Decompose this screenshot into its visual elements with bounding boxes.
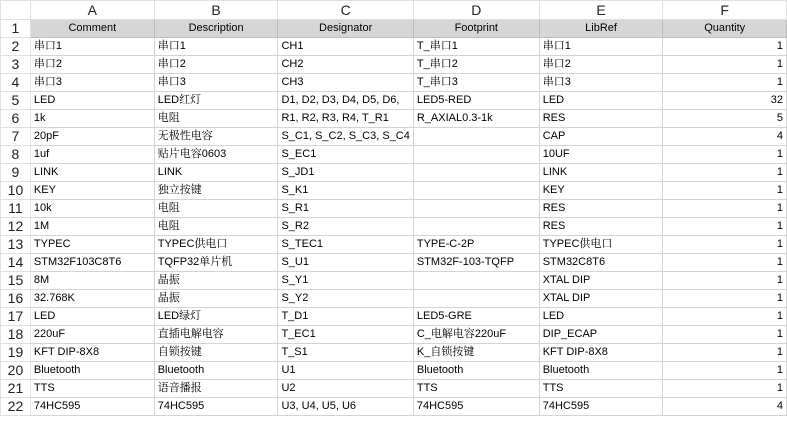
row-number[interactable]: 13 [1, 236, 31, 254]
comment-cell[interactable]: 20pF [30, 128, 154, 146]
comment-cell[interactable]: 串口3 [30, 74, 154, 92]
table-row [1, 380, 787, 398]
quantity-cell[interactable]: 1 [663, 362, 787, 380]
footprint-cell[interactable]: LED5-GRE [413, 308, 539, 326]
row-number[interactable]: 2 [1, 38, 31, 56]
libref-cell[interactable]: RES [539, 218, 663, 236]
quantity-cell[interactable]: 1 [663, 56, 787, 74]
description-cell[interactable]: 74HC595 [154, 398, 278, 416]
quantity-cell[interactable]: 1 [663, 38, 787, 56]
designator-cell[interactable]: U2 [278, 380, 413, 398]
libref-cell[interactable]: KEY [539, 182, 663, 200]
column-header-b[interactable]: B [154, 1, 278, 20]
description-cell[interactable]: 串口3 [154, 74, 278, 92]
table-row [1, 110, 787, 128]
footprint-cell[interactable]: Bluetooth [413, 362, 539, 380]
description-cell[interactable]: 电阻 [154, 200, 278, 218]
table-row [1, 254, 787, 272]
footprint-cell[interactable]: R_AXIAL0.3-1k [413, 110, 539, 128]
libref-cell[interactable]: STM32C8T6 [539, 254, 663, 272]
comment-cell[interactable]: 32.768K [30, 290, 154, 308]
comment-cell[interactable]: KFT DIP-8X8 [30, 344, 154, 362]
header-cell[interactable]: Description [154, 20, 278, 38]
description-cell[interactable]: TQFP32单片机 [154, 254, 278, 272]
table-row [1, 290, 787, 308]
quantity-cell[interactable]: 4 [663, 398, 787, 416]
description-cell[interactable]: 自锁按键 [154, 344, 278, 362]
designator-cell[interactable]: U3, U4, U5, U6 [278, 398, 413, 416]
footprint-cell[interactable] [413, 218, 539, 236]
footprint-cell[interactable] [413, 290, 539, 308]
description-cell[interactable]: LED绿灯 [154, 308, 278, 326]
designator-cell[interactable]: T_EC1 [278, 326, 413, 344]
libref-cell[interactable]: CAP [539, 128, 663, 146]
column-header-e[interactable]: E [539, 1, 663, 20]
libref-cell[interactable]: LED [539, 92, 663, 110]
designator-cell[interactable]: S_U1 [278, 254, 413, 272]
footprint-cell[interactable]: TTS [413, 380, 539, 398]
quantity-cell[interactable]: 32 [663, 92, 787, 110]
row-number[interactable]: 1 [1, 20, 31, 38]
row-number[interactable]: 6 [1, 110, 31, 128]
designator-cell[interactable]: S_C1, S_C2, S_C3, S_C4 [278, 128, 413, 146]
libref-cell[interactable]: XTAL DIP [539, 272, 663, 290]
comment-cell[interactable]: LED [30, 92, 154, 110]
quantity-cell[interactable]: 1 [663, 326, 787, 344]
footprint-cell[interactable]: 74HC595 [413, 398, 539, 416]
comment-cell[interactable]: KEY [30, 182, 154, 200]
designator-cell[interactable]: S_Y2 [278, 290, 413, 308]
description-cell[interactable]: 贴片电容0603 [154, 146, 278, 164]
designator-cell[interactable]: T_D1 [278, 308, 413, 326]
footprint-cell[interactable] [413, 272, 539, 290]
table-row [1, 128, 787, 146]
libref-cell[interactable]: DIP_ECAP [539, 326, 663, 344]
designator-cell[interactable]: S_K1 [278, 182, 413, 200]
description-cell[interactable]: Bluetooth [154, 362, 278, 380]
description-cell[interactable]: 电阻 [154, 110, 278, 128]
quantity-cell[interactable]: 1 [663, 272, 787, 290]
table-row [1, 74, 787, 92]
footprint-cell[interactable]: STM32F-103-TQFP [413, 254, 539, 272]
header-cell[interactable]: Quantity [663, 20, 787, 38]
table-row [1, 218, 787, 236]
libref-cell[interactable]: 74HC595 [539, 398, 663, 416]
footprint-cell[interactable]: K_自锁按键 [413, 344, 539, 362]
quantity-cell[interactable]: 1 [663, 344, 787, 362]
table-row [1, 200, 787, 218]
footprint-cell[interactable]: LED5-RED [413, 92, 539, 110]
comment-cell[interactable]: LED [30, 308, 154, 326]
libref-cell[interactable]: 串口1 [539, 38, 663, 56]
quantity-cell[interactable]: 1 [663, 308, 787, 326]
description-cell[interactable]: 串口1 [154, 38, 278, 56]
header-cell[interactable]: Comment [30, 20, 154, 38]
designator-cell[interactable]: S_TEC1 [278, 236, 413, 254]
table-row [1, 308, 787, 326]
row-number[interactable]: 4 [1, 74, 31, 92]
designator-cell[interactable]: R1, R2, R3, R4, T_R1 [278, 110, 413, 128]
description-cell[interactable]: 独立按键 [154, 182, 278, 200]
footprint-cell[interactable] [413, 164, 539, 182]
quantity-cell[interactable]: 1 [663, 74, 787, 92]
column-header-f[interactable]: F [663, 1, 787, 20]
row-number[interactable]: 8 [1, 146, 31, 164]
footprint-cell[interactable]: TYPE-C-2P [413, 236, 539, 254]
designator-cell[interactable]: S_Y1 [278, 272, 413, 290]
table-row [1, 362, 787, 380]
comment-cell[interactable]: STM32F103C8T6 [30, 254, 154, 272]
description-cell[interactable]: 串口2 [154, 56, 278, 74]
libref-cell[interactable]: RES [539, 110, 663, 128]
description-cell[interactable]: 直插电解电容 [154, 326, 278, 344]
table-row [1, 236, 787, 254]
row-number[interactable]: 15 [1, 272, 31, 290]
designator-cell[interactable]: S_JD1 [278, 164, 413, 182]
quantity-cell[interactable]: 1 [663, 380, 787, 398]
table-row [1, 326, 787, 344]
comment-cell[interactable]: 10k [30, 200, 154, 218]
column-header-c[interactable]: C [278, 1, 413, 20]
description-cell[interactable]: 晶振 [154, 272, 278, 290]
libref-cell[interactable]: XTAL DIP [539, 290, 663, 308]
libref-cell[interactable]: 10UF [539, 146, 663, 164]
quantity-cell[interactable]: 1 [663, 164, 787, 182]
table-row [1, 92, 787, 110]
row-number[interactable]: 18 [1, 326, 31, 344]
footprint-cell[interactable]: C_电解电容220uF [413, 326, 539, 344]
table-row [1, 164, 787, 182]
table-row [1, 272, 787, 290]
quantity-cell[interactable]: 1 [663, 146, 787, 164]
select-all-corner[interactable] [1, 1, 31, 20]
comment-cell[interactable]: Bluetooth [30, 362, 154, 380]
description-cell[interactable]: TYPEC供电口 [154, 236, 278, 254]
row-number[interactable]: 17 [1, 308, 31, 326]
header-cell[interactable]: Designator [278, 20, 413, 38]
designator-cell[interactable]: T_S1 [278, 344, 413, 362]
comment-cell[interactable]: 8M [30, 272, 154, 290]
row-number[interactable]: 10 [1, 182, 31, 200]
row-number[interactable]: 20 [1, 362, 31, 380]
quantity-cell[interactable]: 5 [663, 110, 787, 128]
column-header-row [1, 1, 787, 20]
comment-cell[interactable]: 220uF [30, 326, 154, 344]
comment-cell[interactable]: 74HC595 [30, 398, 154, 416]
column-header-d[interactable]: D [413, 1, 539, 20]
quantity-cell[interactable]: 1 [663, 254, 787, 272]
libref-cell[interactable]: LINK [539, 164, 663, 182]
designator-cell[interactable]: S_R1 [278, 200, 413, 218]
column-header-a[interactable]: A [30, 1, 154, 20]
comment-cell[interactable]: TTS [30, 380, 154, 398]
row-number[interactable]: 5 [1, 92, 31, 110]
comment-cell[interactable]: 串口1 [30, 38, 154, 56]
comment-cell[interactable]: 1M [30, 218, 154, 236]
row-number[interactable]: 12 [1, 218, 31, 236]
quantity-cell[interactable]: 4 [663, 128, 787, 146]
libref-cell[interactable]: TYPEC供电口 [539, 236, 663, 254]
comment-cell[interactable]: LINK [30, 164, 154, 182]
designator-cell[interactable]: CH2 [278, 56, 413, 74]
table-row [1, 56, 787, 74]
comment-cell[interactable]: 1uf [30, 146, 154, 164]
libref-cell[interactable]: LED [539, 308, 663, 326]
row-number[interactable]: 21 [1, 380, 31, 398]
libref-cell[interactable]: KFT DIP-8X8 [539, 344, 663, 362]
libref-cell[interactable]: TTS [539, 380, 663, 398]
description-cell[interactable]: 晶振 [154, 290, 278, 308]
comment-cell[interactable]: 1k [30, 110, 154, 128]
designator-cell[interactable]: CH3 [278, 74, 413, 92]
designator-cell[interactable]: D1, D2, D3, D4, D5, D6, [278, 92, 413, 110]
description-cell[interactable]: LINK [154, 164, 278, 182]
table-row [1, 146, 787, 164]
footprint-cell[interactable]: T_串口3 [413, 74, 539, 92]
row-number[interactable]: 11 [1, 200, 31, 218]
footprint-cell[interactable]: T_串口1 [413, 38, 539, 56]
table-row [1, 182, 787, 200]
quantity-cell[interactable]: 1 [663, 236, 787, 254]
header-cell[interactable]: LibRef [539, 20, 663, 38]
footprint-cell[interactable] [413, 182, 539, 200]
designator-cell[interactable]: S_EC1 [278, 146, 413, 164]
row-number[interactable]: 3 [1, 56, 31, 74]
designator-cell[interactable]: CH1 [278, 38, 413, 56]
row-number[interactable]: 16 [1, 290, 31, 308]
designator-cell[interactable]: U1 [278, 362, 413, 380]
description-cell[interactable]: 电阻 [154, 218, 278, 236]
libref-cell[interactable]: RES [539, 200, 663, 218]
libref-cell[interactable]: Bluetooth [539, 362, 663, 380]
description-cell[interactable]: 语音播报 [154, 380, 278, 398]
table-row [1, 398, 787, 416]
comment-cell[interactable]: 串口2 [30, 56, 154, 74]
row-number[interactable]: 14 [1, 254, 31, 272]
quantity-cell[interactable]: 1 [663, 290, 787, 308]
quantity-cell[interactable]: 1 [663, 182, 787, 200]
footprint-cell[interactable]: T_串口2 [413, 56, 539, 74]
comment-cell[interactable]: TYPEC [30, 236, 154, 254]
table-header-row [1, 20, 787, 38]
description-cell[interactable]: 无极性电容 [154, 128, 278, 146]
footprint-cell[interactable] [413, 200, 539, 218]
header-cell[interactable]: Footprint [413, 20, 539, 38]
designator-cell[interactable]: S_R2 [278, 218, 413, 236]
quantity-cell[interactable]: 1 [663, 200, 787, 218]
row-number[interactable]: 9 [1, 164, 31, 182]
description-cell[interactable]: LED红灯 [154, 92, 278, 110]
row-number[interactable]: 19 [1, 344, 31, 362]
footprint-cell[interactable] [413, 128, 539, 146]
footprint-cell[interactable] [413, 146, 539, 164]
libref-cell[interactable]: 串口3 [539, 74, 663, 92]
table-row [1, 344, 787, 362]
table-row [1, 38, 787, 56]
quantity-cell[interactable]: 1 [663, 218, 787, 236]
row-number[interactable]: 7 [1, 128, 31, 146]
row-number[interactable]: 22 [1, 398, 31, 416]
libref-cell[interactable]: 串口2 [539, 56, 663, 74]
